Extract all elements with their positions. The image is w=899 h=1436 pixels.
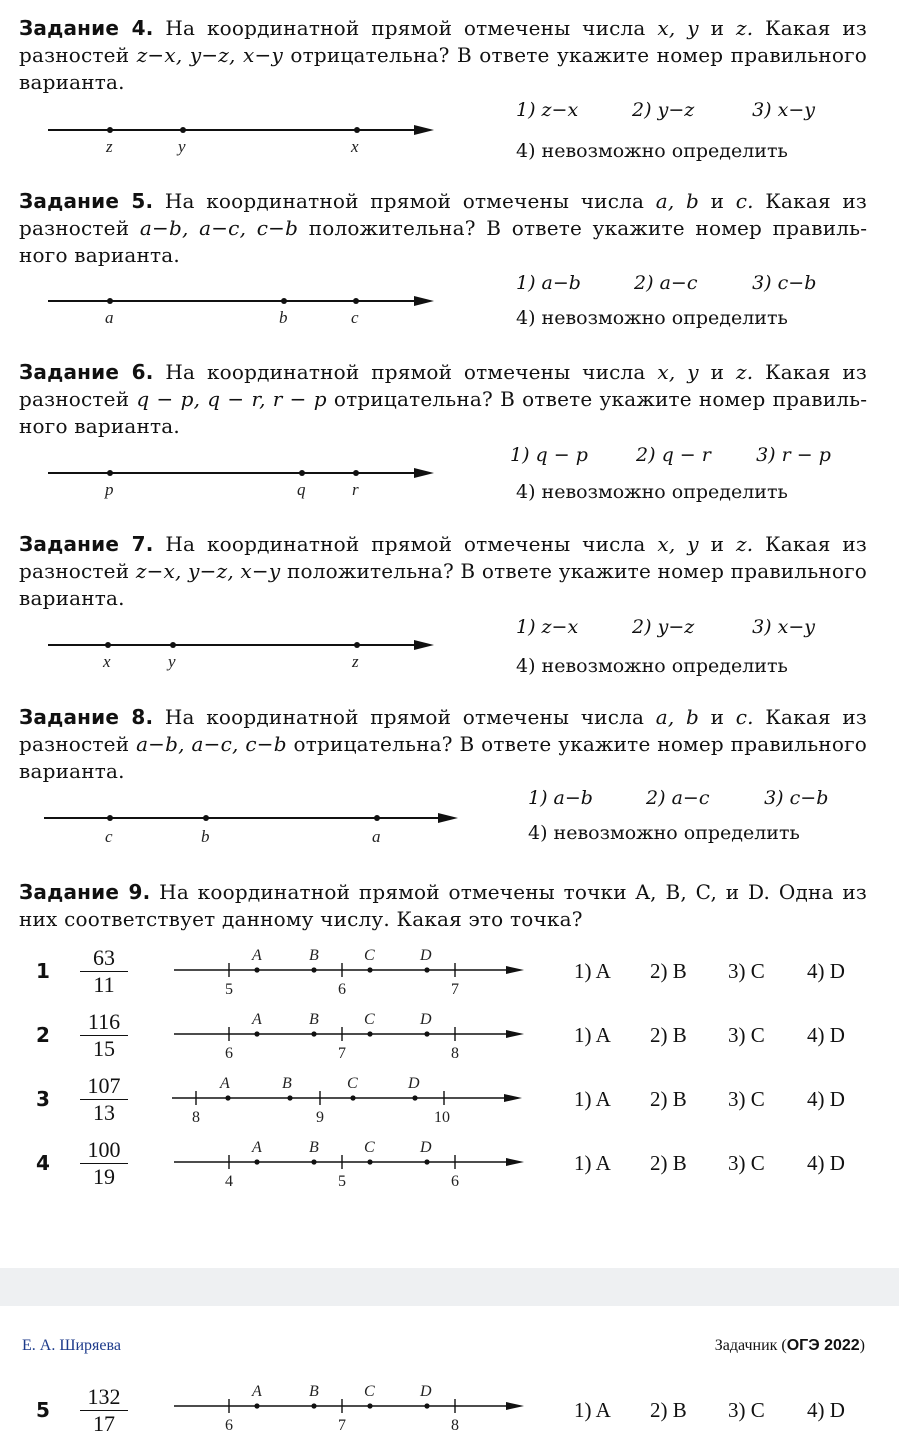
tick-label: 8 <box>451 1045 459 1062</box>
tick-label: 9 <box>316 1109 324 1126</box>
task-7-options: 1) z−x 2) y−z 3) x−y <box>516 616 816 638</box>
point-label: C <box>364 947 375 964</box>
point-label: z <box>352 652 359 671</box>
number-line-task-5 <box>40 289 450 331</box>
tick-label: 8 <box>192 1109 200 1126</box>
point-label: y <box>168 652 176 671</box>
row-number: 1 <box>36 959 50 983</box>
point-label: z <box>106 137 113 156</box>
point-label: D <box>420 947 432 964</box>
tick-label: 6 <box>225 1045 233 1062</box>
point-label: C <box>364 1383 375 1400</box>
point-label: x <box>103 652 111 671</box>
task-4-text: Задание 4. На координатной прямой отмечены числа x, y и z. Какая из разностей z−x, y−z, x−y отрицательна? В ответе укажите номер правильного варианта. <box>19 16 868 94</box>
task-8-text: Задание 8. На координатной прямой отмечены числа a, b и c. Какая из разностей a−b, a−c, c−b отрицательна? В ответе укажите номер правильного варианта. <box>19 705 868 783</box>
point-label: D <box>408 1075 420 1092</box>
fraction: $\frac{100}{19}$ <box>80 1138 128 1189</box>
tick-label: 5 <box>225 981 233 998</box>
task-8-options: 1) a−b 2) a−c 3) c−b <box>528 787 829 809</box>
task-9-text: Задание 9. На координатной прямой отмечены точки A, B, C, и D. Одна из них соответствует данному числу. Какая это точка? <box>19 880 867 931</box>
tick-label: 5 <box>338 1173 346 1190</box>
point-label: p <box>105 480 114 499</box>
number-line-row-2 <box>170 1004 530 1064</box>
task-title: Задание 9. <box>19 880 151 904</box>
task-8-option-4: 4) невозможно определить <box>528 822 800 844</box>
point-label: D <box>420 1139 432 1156</box>
point-label: B <box>309 947 319 964</box>
fraction: $\frac{132}{17}$ <box>80 1385 128 1436</box>
point-label: b <box>201 827 210 846</box>
tick-label: 6 <box>338 981 346 998</box>
number-line-task-8 <box>38 806 468 848</box>
point-label: A <box>252 1011 262 1028</box>
tick-label: 7 <box>338 1417 346 1434</box>
point-label: D <box>420 1383 432 1400</box>
task-title: Задание 4. <box>19 16 154 40</box>
tick-label: 7 <box>338 1045 346 1062</box>
row-number: 2 <box>36 1023 50 1047</box>
tick-label: 6 <box>451 1173 459 1190</box>
point-label: C <box>364 1011 375 1028</box>
worksheet-page: Задание 4. На координатной прямой отмечены числа x, y и z. Какая из разностей z−x, y−z, x−y отрицательна? В ответе укажите номер правильного варианта. z y x 1) z−x 2) y−z 3) x−y 4) невозможно определить Задание 5. На координатной прямой отмечены числа a, b и c. Какая из разностей a−b, a−c, c−b положительна? В ответе укажите номер правильного варианта. a b c 1) a−b 2) a−c 3) c−b 4) невозможно определить Задание 6. На координатной прямой отмечены числа x, y и z. Какая из разностей q − p, q − r, r − p отрицательна? В ответе укажите номер правильного варианта. p q r 1) q − p 2) q − r 3) r − p 4) невозможно определить Задание 7. На координатной прямой отмечены числа x, y и z. Какая из разностей z−x, y−z, x−y положительна? В ответе укажите номер правильного варианта. x y z 1) z−x 2) y−z 3) x−y 4) невозможно определить Задание 8. На координатной прямой отмечены числа a, b и c. Какая из разностей a−b, a−c, c−b отрицательна? В ответе укажите номер правильного варианта. c b a 1) a−b 2) a−c 3) c−b 4) невозможно определить Задание 9. На координатной прямой отмечены точки A, B, C, и D. Одна из них соответствует данному числу. Какая это точка? 1 $\frac{63}{11}$ A B C D 5 6 7 1) A 2) B 3) C 4) D 2 $\frac{116}{15}$ A B C D 6 7 8 1) A 2) B 3) C 4) D 3 $\frac{107}{13}$ A B C D 8 9 10 1) A 2) B 3) C 4) D 4 $\frac{100}{19}$ A B C D 4 5 6 1) A 2) B 3) C 4) D <box>0 0 899 1268</box>
point-label: A <box>252 1383 262 1400</box>
fraction: $\frac{116}{15}$ <box>80 1010 128 1061</box>
row-number: 5 <box>36 1398 50 1422</box>
tick-label: 7 <box>451 981 459 998</box>
number-line-task-6 <box>40 461 450 503</box>
author-name: Е. А. Ширяева <box>22 1337 121 1354</box>
point-label: a <box>105 308 114 327</box>
number-line-row-4 <box>170 1132 530 1192</box>
task-title: Задание 8. <box>19 705 154 729</box>
number-line-task-7 <box>40 633 450 675</box>
point-label: a <box>372 827 381 846</box>
tick-label: 8 <box>451 1417 459 1434</box>
tick-label: 6 <box>225 1417 233 1434</box>
task-title: Задание 7. <box>19 532 154 556</box>
point-label: x <box>351 137 359 156</box>
task-5-option-4: 4) невозможно определить <box>516 307 788 329</box>
row-number: 3 <box>36 1087 50 1111</box>
task-title: Задание 5. <box>19 189 154 213</box>
page-divider <box>0 1268 899 1306</box>
task-7-option-4: 4) невозможно определить <box>516 655 788 677</box>
point-label: c <box>351 308 359 327</box>
task-7-text: Задание 7. На координатной прямой отмечены числа x, y и z. Какая из разностей z−x, y−z, x−y положительна? В ответе укажите номер правильного варианта. <box>19 532 868 610</box>
point-label: y <box>178 137 186 156</box>
number-line-row-3 <box>168 1068 530 1128</box>
point-label: D <box>420 1011 432 1028</box>
point-label: B <box>282 1075 292 1092</box>
number-line-row-5 <box>170 1376 530 1434</box>
tick-label: 4 <box>225 1173 233 1190</box>
point-label: B <box>309 1139 319 1156</box>
task-4-option-4: 4) невозможно определить <box>516 140 788 162</box>
row-number: 4 <box>36 1151 50 1175</box>
task-title: Задание 6. <box>19 360 154 384</box>
point-label: b <box>279 308 288 327</box>
task-6-options: 1) q − p 2) q − r 3) r − p <box>510 444 831 466</box>
point-label: C <box>364 1139 375 1156</box>
task-4-options: 1) z−x 2) y−z 3) x−y <box>516 99 816 121</box>
number-line-task-4 <box>40 118 450 160</box>
task-6-option-4: 4) невозможно определить <box>516 481 788 503</box>
point-label: c <box>105 827 113 846</box>
fraction: $\frac{107}{13}$ <box>80 1074 128 1125</box>
task-5-options: 1) a−b 2) a−c 3) c−b <box>516 272 817 294</box>
task-5-text: Задание 5. На координатной прямой отмечены числа a, b и c. Какая из разностей a−b, a−c, c−b положительна? В ответе укажите номер правильного варианта. <box>19 189 868 267</box>
point-label: A <box>252 947 262 964</box>
book-title: Задачник (ОГЭ 2022) <box>714 1337 865 1354</box>
point-label: q <box>297 480 306 499</box>
fraction: $\frac{63}{11}$ <box>80 946 128 997</box>
number-line-row-1 <box>170 940 530 1000</box>
point-label: B <box>309 1383 319 1400</box>
point-label: A <box>252 1139 262 1156</box>
point-label: r <box>352 480 359 499</box>
point-label: A <box>220 1075 230 1092</box>
point-label: B <box>309 1011 319 1028</box>
tick-label: 10 <box>434 1109 450 1126</box>
point-label: C <box>347 1075 358 1092</box>
task-6-text: Задание 6. На координатной прямой отмечены числа x, y и z. Какая из разностей q − p, q − r, r − p отрицательна? В ответе укажите номер правильного варианта. <box>19 360 868 438</box>
